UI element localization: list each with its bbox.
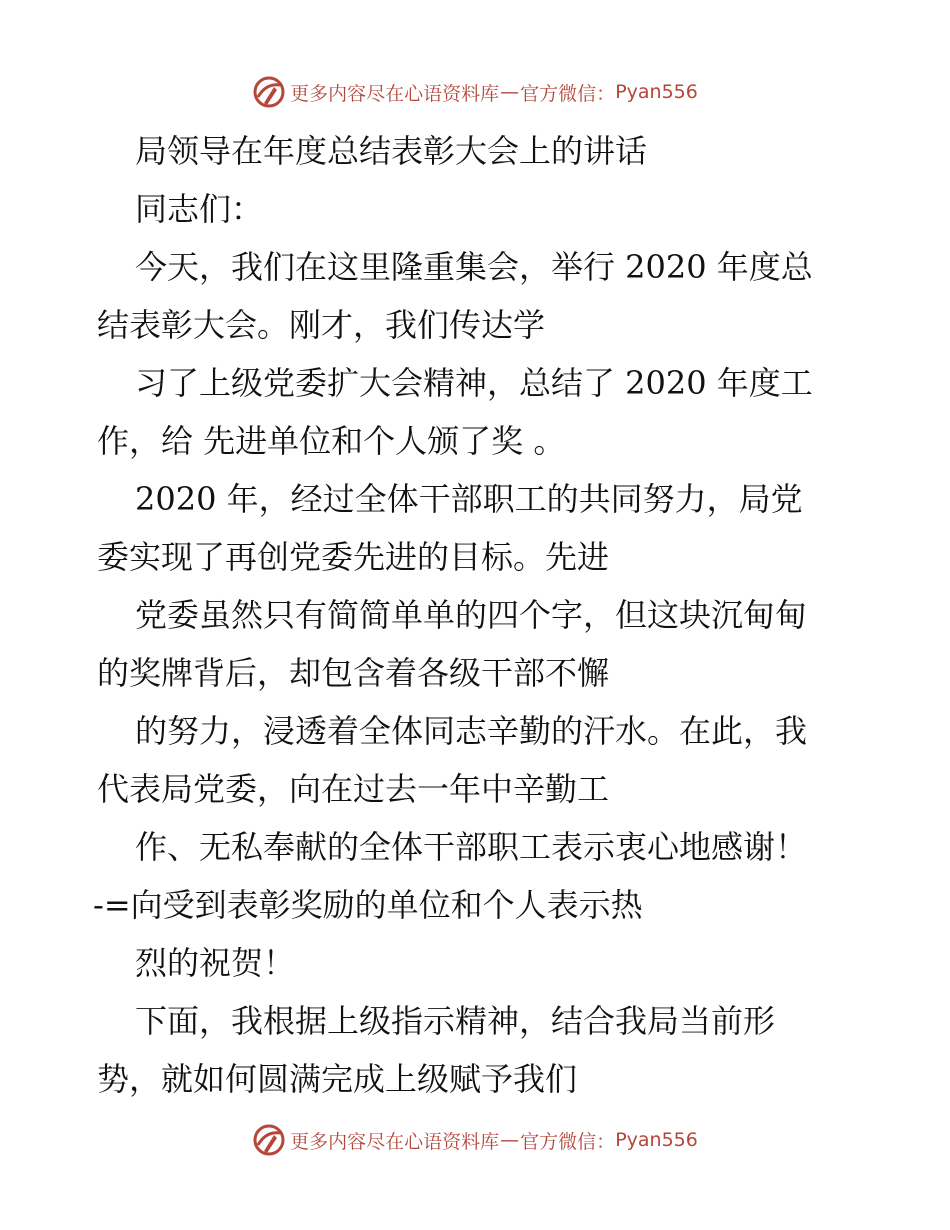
paragraph-line: 今天，我们在这里隆重集会，举行 2020 年度总	[135, 248, 813, 286]
watermark-account: Pyan556	[615, 1129, 698, 1151]
pen-logo-icon	[252, 1123, 286, 1157]
watermark-dash: —	[500, 81, 520, 103]
watermark-account: Pyan556	[615, 81, 698, 103]
paragraph-line: 的奖牌背后，却包含着各级干部不懈	[97, 654, 610, 692]
paragraph-line: 党委虽然只有简简单单的四个字，但这块沉甸甸	[135, 596, 808, 634]
watermark-site: 更多内容尽在心语资料库	[290, 1130, 500, 1153]
paragraph-line: -=向受到表彰奖励的单位和个人表示热	[93, 886, 643, 924]
paragraph-line: 烈的祝贺！	[135, 944, 296, 982]
paragraph-line: 2020 年，经过全体干部职工的共同努力，局党	[135, 480, 803, 518]
document-body	[93, 122, 857, 1108]
paragraph-line: 的努力，浸透着全体同志辛勤的汗水。在此，我	[135, 712, 808, 750]
watermark-label: 官方微信：	[520, 1130, 616, 1153]
paragraph-line: 下面，我根据上级指示精神，结合我局当前形	[135, 1002, 776, 1040]
paragraph-line: 作、无私奉献的全体干部职工表示衷心地感谢！	[135, 828, 808, 866]
watermark-site: 更多内容尽在心语资料库	[290, 82, 500, 105]
paragraph-line: 习了上级党委扩大会精神，总结了 2020 年度工	[135, 364, 813, 402]
paragraph-line: 委实现了再创党委先进的目标。先进	[97, 538, 610, 576]
paragraph-line: 势，就如何圆满完成上级赋予我们	[97, 1060, 578, 1098]
pen-logo-icon	[252, 75, 286, 109]
document-title: 局领导在年度总结表彰大会上的讲话	[135, 132, 648, 170]
watermark-label: 官方微信：	[520, 82, 616, 105]
paragraph-line: 代表局党委，向在过去一年中辛勤工	[97, 770, 610, 808]
paragraph-line: 作，给 先进单位和个人颁了奖 。	[97, 422, 566, 460]
header-watermark	[0, 72, 950, 112]
salutation: 同志们：	[135, 190, 264, 228]
paragraph-line: 结表彰大会。刚才，我们传达学	[97, 306, 546, 344]
footer-watermark	[0, 1120, 950, 1160]
watermark-dash: —	[500, 1129, 520, 1151]
